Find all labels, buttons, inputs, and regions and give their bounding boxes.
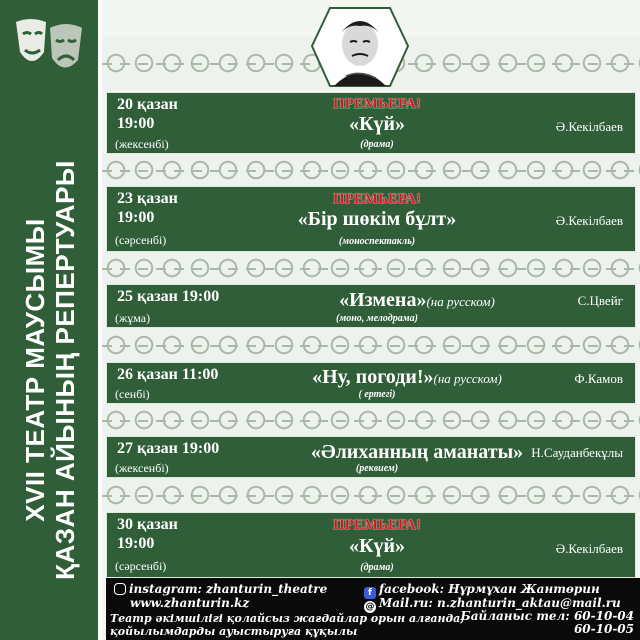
premiere-badge: ПРЕМЬЕРА!: [333, 191, 421, 207]
event-title: «Әлиханның аманаты»: [310, 441, 524, 463]
event-author: Ә.Кекілбаев: [555, 213, 623, 228]
phone-block: [460, 610, 634, 636]
event-genre: (моноспектакль): [338, 236, 416, 247]
event-time: 19:00: [117, 535, 155, 552]
event-date-day: 23 қазан: [117, 190, 178, 207]
event-title: [257, 289, 577, 313]
event-date: 25 қазан 19:00: [117, 288, 220, 305]
event-date-day: 20 қазан: [117, 96, 178, 113]
event-weekday: (сенбі): [115, 387, 150, 401]
event-author: С.Цвейг: [577, 293, 623, 308]
ornament-band: [102, 404, 640, 436]
phone-2: 60-10-05: [573, 622, 634, 636]
event-row: [106, 436, 636, 478]
ornament-band: [102, 252, 640, 284]
instagram-link[interactable]: [114, 582, 327, 596]
event-row: [106, 92, 636, 154]
ornament-band: [102, 478, 640, 512]
event-time: 19:00: [117, 115, 155, 132]
event-author: Н.Сауданбекұлы: [531, 445, 623, 460]
event-genre: (драма): [360, 562, 394, 573]
event-genre: (моно, мелодрама): [336, 313, 418, 324]
event-weekday: (сәрсенбі): [115, 559, 167, 573]
event-genre: (реквием): [355, 463, 399, 474]
event-title: «Бір шөкім бұлт»: [297, 208, 457, 230]
website-link[interactable]: www.zhanturin.kz: [130, 596, 250, 610]
ornament-band: [102, 328, 640, 362]
facebook-icon: f: [364, 587, 376, 599]
event-date: 26 қазан 11:00: [117, 366, 219, 383]
facebook-text: facebook: Нұрмұхан Жантөрин: [379, 582, 600, 596]
mail-text: Mail.ru: n.zhanturin_aktau@mail.ru: [379, 596, 621, 610]
event-date: [117, 515, 178, 553]
phone-1: 60-10-04: [573, 609, 634, 623]
event-row: [106, 186, 636, 252]
event-title-text: «Измена»: [339, 289, 427, 311]
season-title: [20, 130, 80, 610]
event-weekday: (жексенбі): [115, 137, 169, 151]
event-language: (на русском): [426, 294, 495, 309]
instagram-icon: [114, 583, 126, 595]
theatre-masks-icon: [10, 12, 90, 82]
season-title-line2: ҚАЗАН АЙЫНЫҢ РЕПЕРТУАРЫ: [50, 160, 80, 580]
sidebar: [0, 0, 100, 640]
event-title: [247, 366, 567, 390]
portrait-emblem: [310, 2, 410, 90]
season-title-line1: XVII ТЕАТР МАУСЫМЫ: [20, 218, 50, 522]
event-date: 27 қазан 19:00: [117, 440, 220, 457]
premiere-badge: ПРЕМЬЕРА!: [333, 517, 421, 533]
event-row: [106, 512, 636, 578]
mail-icon: @: [365, 602, 375, 612]
event-author: Ә.Кекілбаев: [555, 119, 623, 134]
event-genre: (драма): [360, 139, 394, 150]
event-date: [117, 189, 178, 227]
event-language: (на русском): [433, 371, 502, 386]
event-author: Ә.Кекілбаев: [555, 541, 623, 556]
premiere-badge: ПРЕМЬЕРА!: [333, 96, 421, 112]
event-row: [106, 362, 636, 404]
event-title: «Күй»: [348, 113, 406, 135]
event-title: «Күй»: [348, 535, 406, 557]
ornament-band: [102, 154, 640, 186]
event-genre: ( ертегі): [358, 389, 396, 400]
instagram-text: instagram: zhanturin_theatre: [129, 582, 328, 596]
event-weekday: (жексенбі): [115, 461, 169, 475]
notice-line2: қойылымдарды ауыстыруға құқылы: [110, 625, 358, 638]
event-date: [117, 95, 178, 133]
event-time: 19:00: [117, 209, 155, 226]
event-title-text: «Ну, погоди!»: [312, 366, 434, 388]
event-weekday: (жұма): [115, 311, 151, 325]
phone-label: Байланыс тел:: [460, 609, 570, 623]
event-weekday: (сәрсенбі): [115, 233, 167, 247]
notice-line1: Театр әкімшілігі қолайсыз жағдайлар орын алғанда,: [110, 612, 465, 625]
event-row: [106, 284, 636, 328]
repertoire-panel: [102, 0, 640, 640]
event-date-day: 30 қазан: [117, 516, 178, 533]
event-author: Ф.Камов: [574, 371, 623, 386]
contacts-footer: [106, 578, 640, 640]
